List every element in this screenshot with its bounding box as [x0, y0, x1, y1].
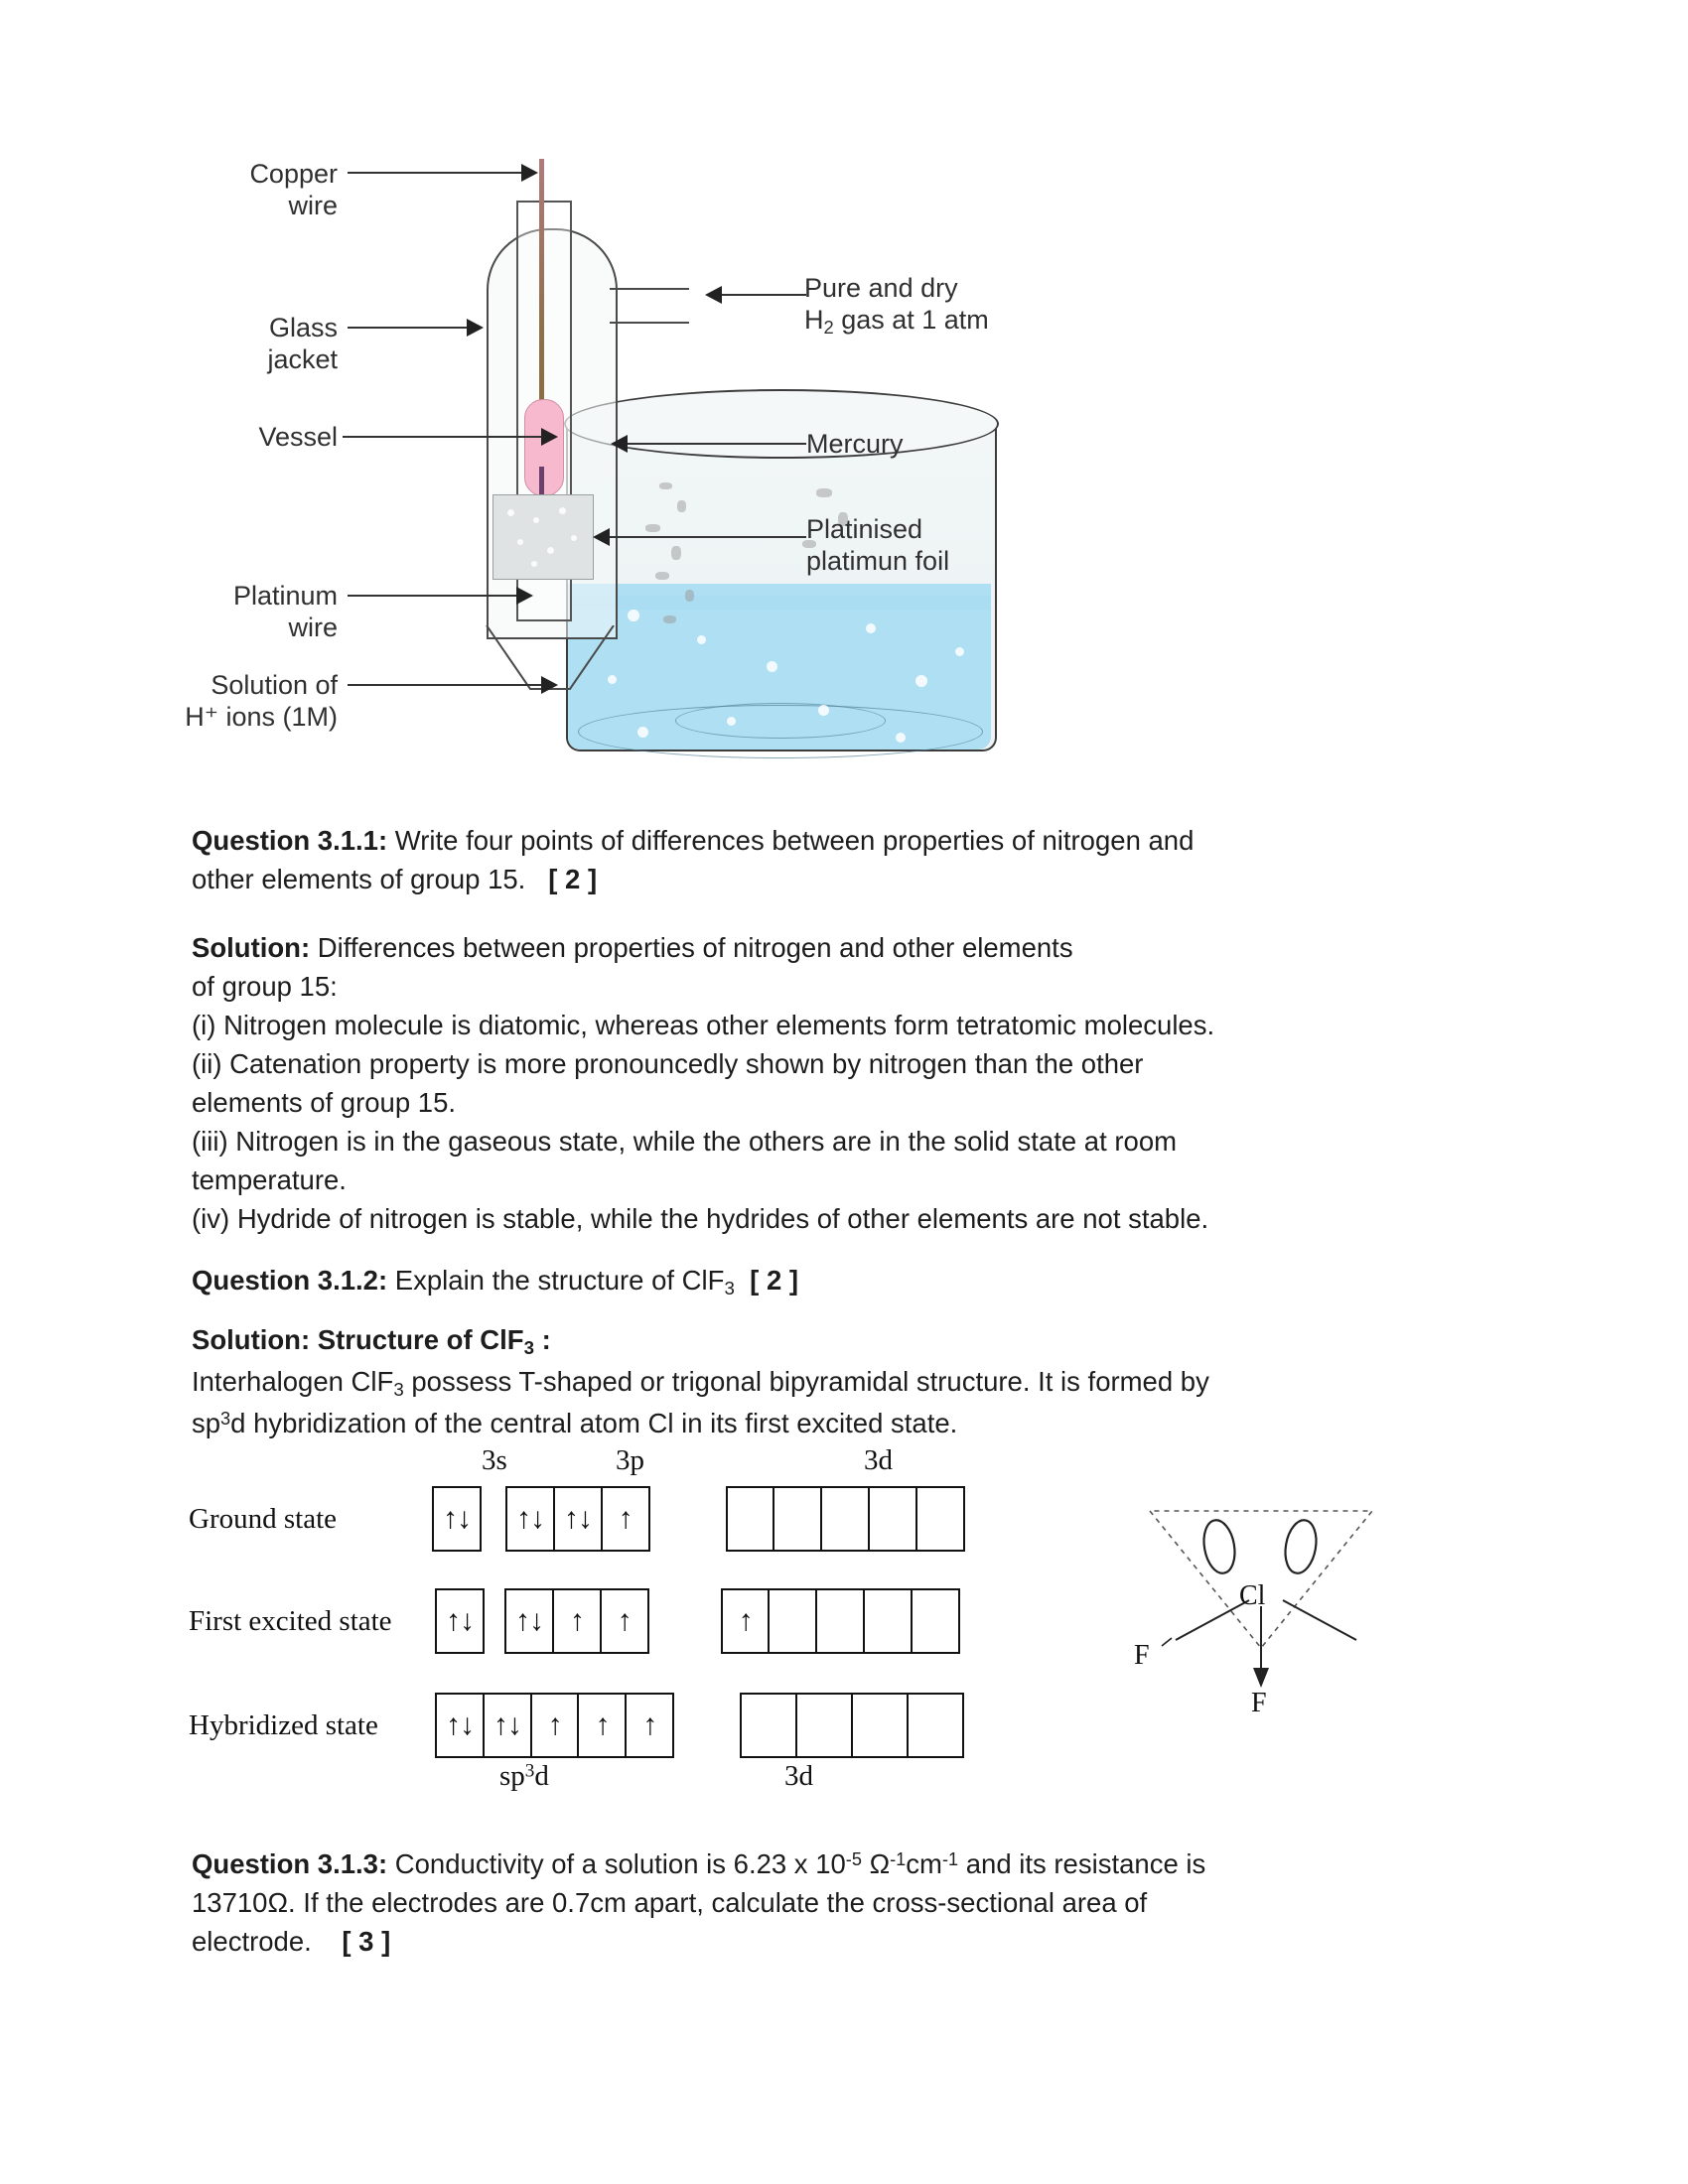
solution-3-1-1-intro: Differences between properties of nitrogen and other elements [310, 932, 1073, 963]
question-3-1-2-sub: 3 [724, 1278, 735, 1299]
orbital-cell [726, 1486, 775, 1552]
arrow-solution [541, 676, 558, 694]
orbital-cell [795, 1693, 853, 1758]
orbital-row-ground-label: Ground state [189, 1502, 337, 1535]
question-3-1-3-marks: [ 3 ] [342, 1926, 391, 1958]
label-hydrogen-gas-line2: $H_2$ gas at 1 atm [804, 304, 989, 338]
orbital-header-3p: 3p [616, 1444, 644, 1476]
orbital-cell: ↑ [601, 1486, 650, 1552]
question-3-1-1-text: Write four points of differences between properties of nitrogen and [387, 825, 1195, 856]
leader-platinised-foil [610, 536, 806, 538]
orbital-cell: ↑↓ [553, 1486, 603, 1552]
solution-point-1: (i) Nitrogen molecule is diatomic, whereas other elements form tetratomic molecules. [192, 1010, 1215, 1041]
orbital-cell [740, 1693, 797, 1758]
solution-3-1-2-line2: $sp^3d$ hybridization of the central atom Cl in its first excited state. [192, 1407, 958, 1438]
leader-solution [348, 684, 541, 686]
orbital-cell [851, 1693, 909, 1758]
gas-side-arm [610, 288, 689, 324]
question-3-1-2-marks: [ 2 ] [750, 1265, 799, 1296]
solution-3-1-2-line1: Interhalogen ClF$_3$ possess T-shaped or trigonal bipyramidal structure. It is formed by [192, 1365, 1209, 1401]
orbital-excited-3p [504, 1588, 649, 1654]
question-3-1-2-label: Question 3.1.2: [192, 1265, 388, 1296]
label-platinum-wire: Platinum wire [232, 581, 338, 642]
arrow-copper-wire [521, 164, 538, 182]
solution-point-3-cont: temperature. [192, 1164, 347, 1196]
orbital-row-hybridized-label: Hybridized state [189, 1708, 378, 1741]
orbital-cell: ↑ [625, 1693, 674, 1758]
leader-copper-wire [348, 172, 521, 174]
arrow-mercury [611, 435, 628, 453]
orbital-cell: ↑ [721, 1588, 771, 1654]
solution-3-1-1 [192, 928, 1512, 1238]
orbital-cell [907, 1693, 964, 1758]
arrow-vessel [541, 428, 558, 446]
arrow-hydrogen-gas [705, 286, 722, 304]
orbital-ground-3d [726, 1486, 965, 1552]
orbital-cell: ↑↓ [505, 1486, 555, 1552]
mercury-column [524, 399, 564, 496]
question-3-1-3-line2: 13710Ω. If the electrodes are 0.7cm apart, calculate the cross-sectional area of [192, 1887, 1148, 1919]
orbital-cell [915, 1486, 965, 1552]
orbital-cell [863, 1588, 913, 1654]
she-apparatus-diagram [185, 159, 1291, 814]
orbital-row-first-excited [189, 1588, 960, 1654]
solution-3-1-2-label: Solution: Structure of ClF$_3$ : [192, 1324, 551, 1359]
orbital-cell [868, 1486, 917, 1552]
label-mercury: Mercury [806, 429, 904, 459]
solution-point-4: (iv) Hydride of nitrogen is stable, while the hydrides of other elements are not stable. [192, 1203, 1209, 1235]
solution-point-2: (ii) Catenation property is more pronouncedly shown by nitrogen than the other [192, 1048, 1144, 1080]
question-3-1-1-label: Question 3.1.1: [192, 825, 388, 856]
leader-hydrogen-gas [722, 294, 806, 296]
atom-label-cl: Cl [1239, 1580, 1266, 1611]
orbital-cell: ↑↓ [483, 1693, 532, 1758]
solution-3-1-1-label: Solution: [192, 932, 311, 963]
orbital-cell: ↑↓ [504, 1588, 554, 1654]
label-hydrogen-gas [804, 273, 1132, 339]
orbital-hybridized-3d [740, 1693, 963, 1758]
atom-label-f-bottom: F [1251, 1688, 1267, 1718]
orbital-cell: ↑ [552, 1588, 602, 1654]
question-3-1-3-line3: electrode. [192, 1926, 312, 1958]
label-vessel: Vessel [258, 422, 338, 452]
orbital-cell: ↑ [577, 1693, 627, 1758]
label-glass-jacket: Glass jacket [267, 313, 338, 374]
solution-3-1-1-intro2: of group 15: [192, 971, 338, 1003]
label-platinised-foil [806, 514, 1104, 578]
label-copper-wire: Copper wire [249, 159, 338, 220]
question-3-1-3 [192, 1844, 1512, 1961]
orbital-ground-3s [432, 1486, 482, 1552]
arrow-platinum-wire [516, 587, 533, 605]
orbital-cell [820, 1486, 870, 1552]
question-3-1-1 [192, 821, 1502, 898]
question-3-1-2 [192, 1261, 1502, 1302]
solution-point-3: (iii) Nitrogen is in the gaseous state, while the others are in the solid state at room [192, 1126, 1178, 1158]
solution-point-2-cont: elements of group 15. [192, 1087, 457, 1119]
orbital-cell: ↑↓ [435, 1588, 485, 1654]
label-foil-line1: Platinised [806, 514, 923, 544]
question-3-1-3-line1: Conductivity of a solution is 6.23 x $10^{-5}$ $\Omega^{-1}cm^{-1}$ and its resistance is [387, 1848, 1206, 1879]
orbital-cell [911, 1588, 960, 1654]
gas-bubbles [568, 467, 991, 754]
orbital-cell: ↑ [600, 1588, 649, 1654]
orbital-ground-3p [505, 1486, 650, 1552]
orbital-header-3s: 3s [482, 1444, 507, 1476]
orbital-footer-sp3d: $sp^3d$ [499, 1760, 549, 1792]
orbital-row-hybridized [189, 1693, 964, 1758]
orbital-row-ground [189, 1486, 965, 1552]
orbital-cell [768, 1588, 817, 1654]
label-solution: Solution of H⁺ ions (1M) [185, 670, 338, 732]
label-foil-line2: platimun foil [806, 545, 950, 576]
orbital-cell: ↑ [530, 1693, 580, 1758]
orbital-cell: ↑↓ [435, 1693, 485, 1758]
orbital-cell [815, 1588, 865, 1654]
arrow-platinised-foil [593, 528, 610, 546]
clf3-molecule-sketch [1132, 1489, 1390, 1737]
orbital-header-3d: 3d [864, 1444, 893, 1476]
orbital-cell [773, 1486, 822, 1552]
leader-vessel [343, 436, 541, 438]
orbital-footer-3d: 3d [784, 1760, 813, 1792]
orbital-cell: ↑↓ [432, 1486, 482, 1552]
leader-glass-jacket [348, 327, 467, 329]
question-3-1-2-text: Explain the structure of ClF [387, 1265, 725, 1296]
question-3-1-1-line2: other elements of group 15. [192, 864, 526, 895]
solution-3-1-2 [192, 1320, 1512, 1442]
arrow-glass-jacket [467, 319, 484, 337]
orbital-row-first-excited-label: First excited state [189, 1604, 392, 1637]
orbital-excited-3s [435, 1588, 485, 1654]
orbital-hybridized-sp3d [435, 1693, 674, 1758]
orbital-excited-3d [721, 1588, 960, 1654]
label-hydrogen-gas-line1: Pure and dry [804, 273, 958, 303]
question-3-1-3-label: Question 3.1.3: [192, 1848, 388, 1879]
atom-label-f-left: F [1134, 1640, 1150, 1671]
question-3-1-1-marks: [ 2 ] [548, 864, 598, 895]
leader-platinum-wire [348, 595, 516, 597]
platinised-platinum-foil [492, 494, 594, 580]
leader-mercury [628, 443, 806, 445]
